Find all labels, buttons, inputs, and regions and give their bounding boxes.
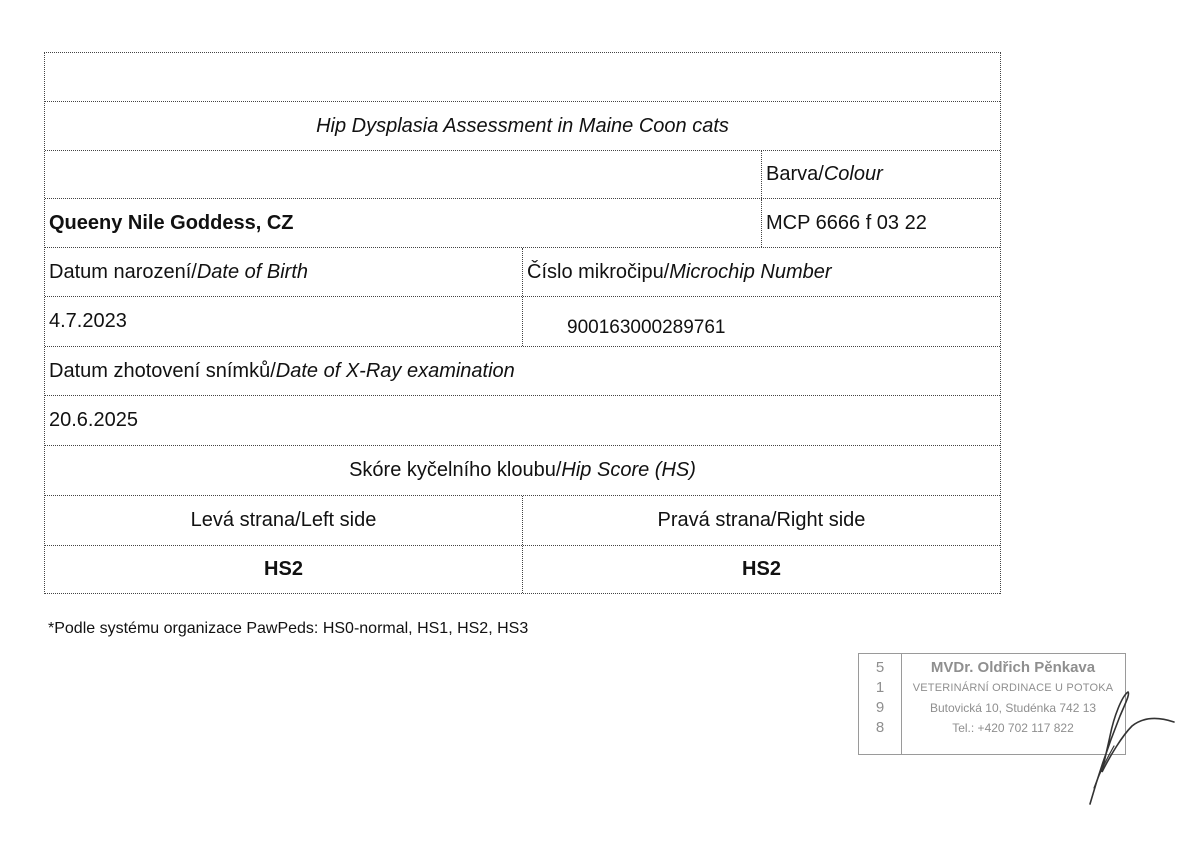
assessment-form <box>44 52 1001 594</box>
stamp-digit: 8 <box>875 719 885 736</box>
stamp-address: Butovická 10, Studénka 742 13 <box>929 701 1097 715</box>
dob-label: Datum narození/ Date of Birth <box>49 260 309 283</box>
signature-stroke <box>1090 692 1174 804</box>
form-title: Hip Dysplasia Assessment in Maine Coon cats <box>316 114 729 137</box>
xray-label-row <box>45 347 1000 396</box>
colour-value: MCP 6666 f 03 22 <box>761 199 1000 247</box>
scores-row <box>45 546 1000 594</box>
footnote: *Podle systému organizace PawPeds: HS0-normal, HS1, HS2, HS3 <box>48 620 529 637</box>
left-score: HS2 <box>264 558 303 580</box>
stamp-digit: 1 <box>875 679 885 696</box>
labels-row <box>45 248 1000 297</box>
dob-value: 4.7.2023 <box>49 310 127 332</box>
chip-label: Číslo mikročipu/ Microchip Number <box>522 248 1000 296</box>
xray-value: 20.6.2025 <box>49 409 138 431</box>
stamp-clinic: VETERINÁRNÍ ORDINACE U POTOKA <box>912 682 1114 694</box>
right-side-label: Pravá strana/Right side <box>522 496 1000 545</box>
handwritten-signature <box>1070 676 1180 806</box>
xray-value-row <box>45 396 1000 446</box>
side-labels-row <box>45 496 1000 546</box>
left-side-label: Levá strana/Left side <box>190 509 377 531</box>
colour-label: Barva/ Colour <box>761 151 1000 198</box>
stamp-phone: Tel.: +420 702 117 822 <box>952 721 1074 735</box>
stamp-number-column <box>859 654 902 754</box>
score-label-row <box>45 446 1000 496</box>
empty-cell <box>45 151 761 198</box>
values-row <box>45 297 1000 347</box>
title-row <box>45 102 1000 151</box>
cat-name: Queeny Nile Goddess, CZ <box>49 211 294 234</box>
stamp-digit: 5 <box>875 659 885 676</box>
stamp-digit: 9 <box>875 699 885 716</box>
blank-header-row <box>45 53 1000 102</box>
name-row <box>45 199 1000 248</box>
stamp-vet-name: MVDr. Oldřich Pěnkava <box>930 659 1096 676</box>
right-score: HS2 <box>522 546 1000 593</box>
colour-label-row <box>45 151 1000 199</box>
chip-value: 900163000289761 <box>522 297 1000 346</box>
score-label: Skóre kyčelního kloubu/ Hip Score (HS) <box>349 459 696 481</box>
xray-label: Datum zhotovení snímků/ Date of X-Ray examination <box>49 359 515 382</box>
